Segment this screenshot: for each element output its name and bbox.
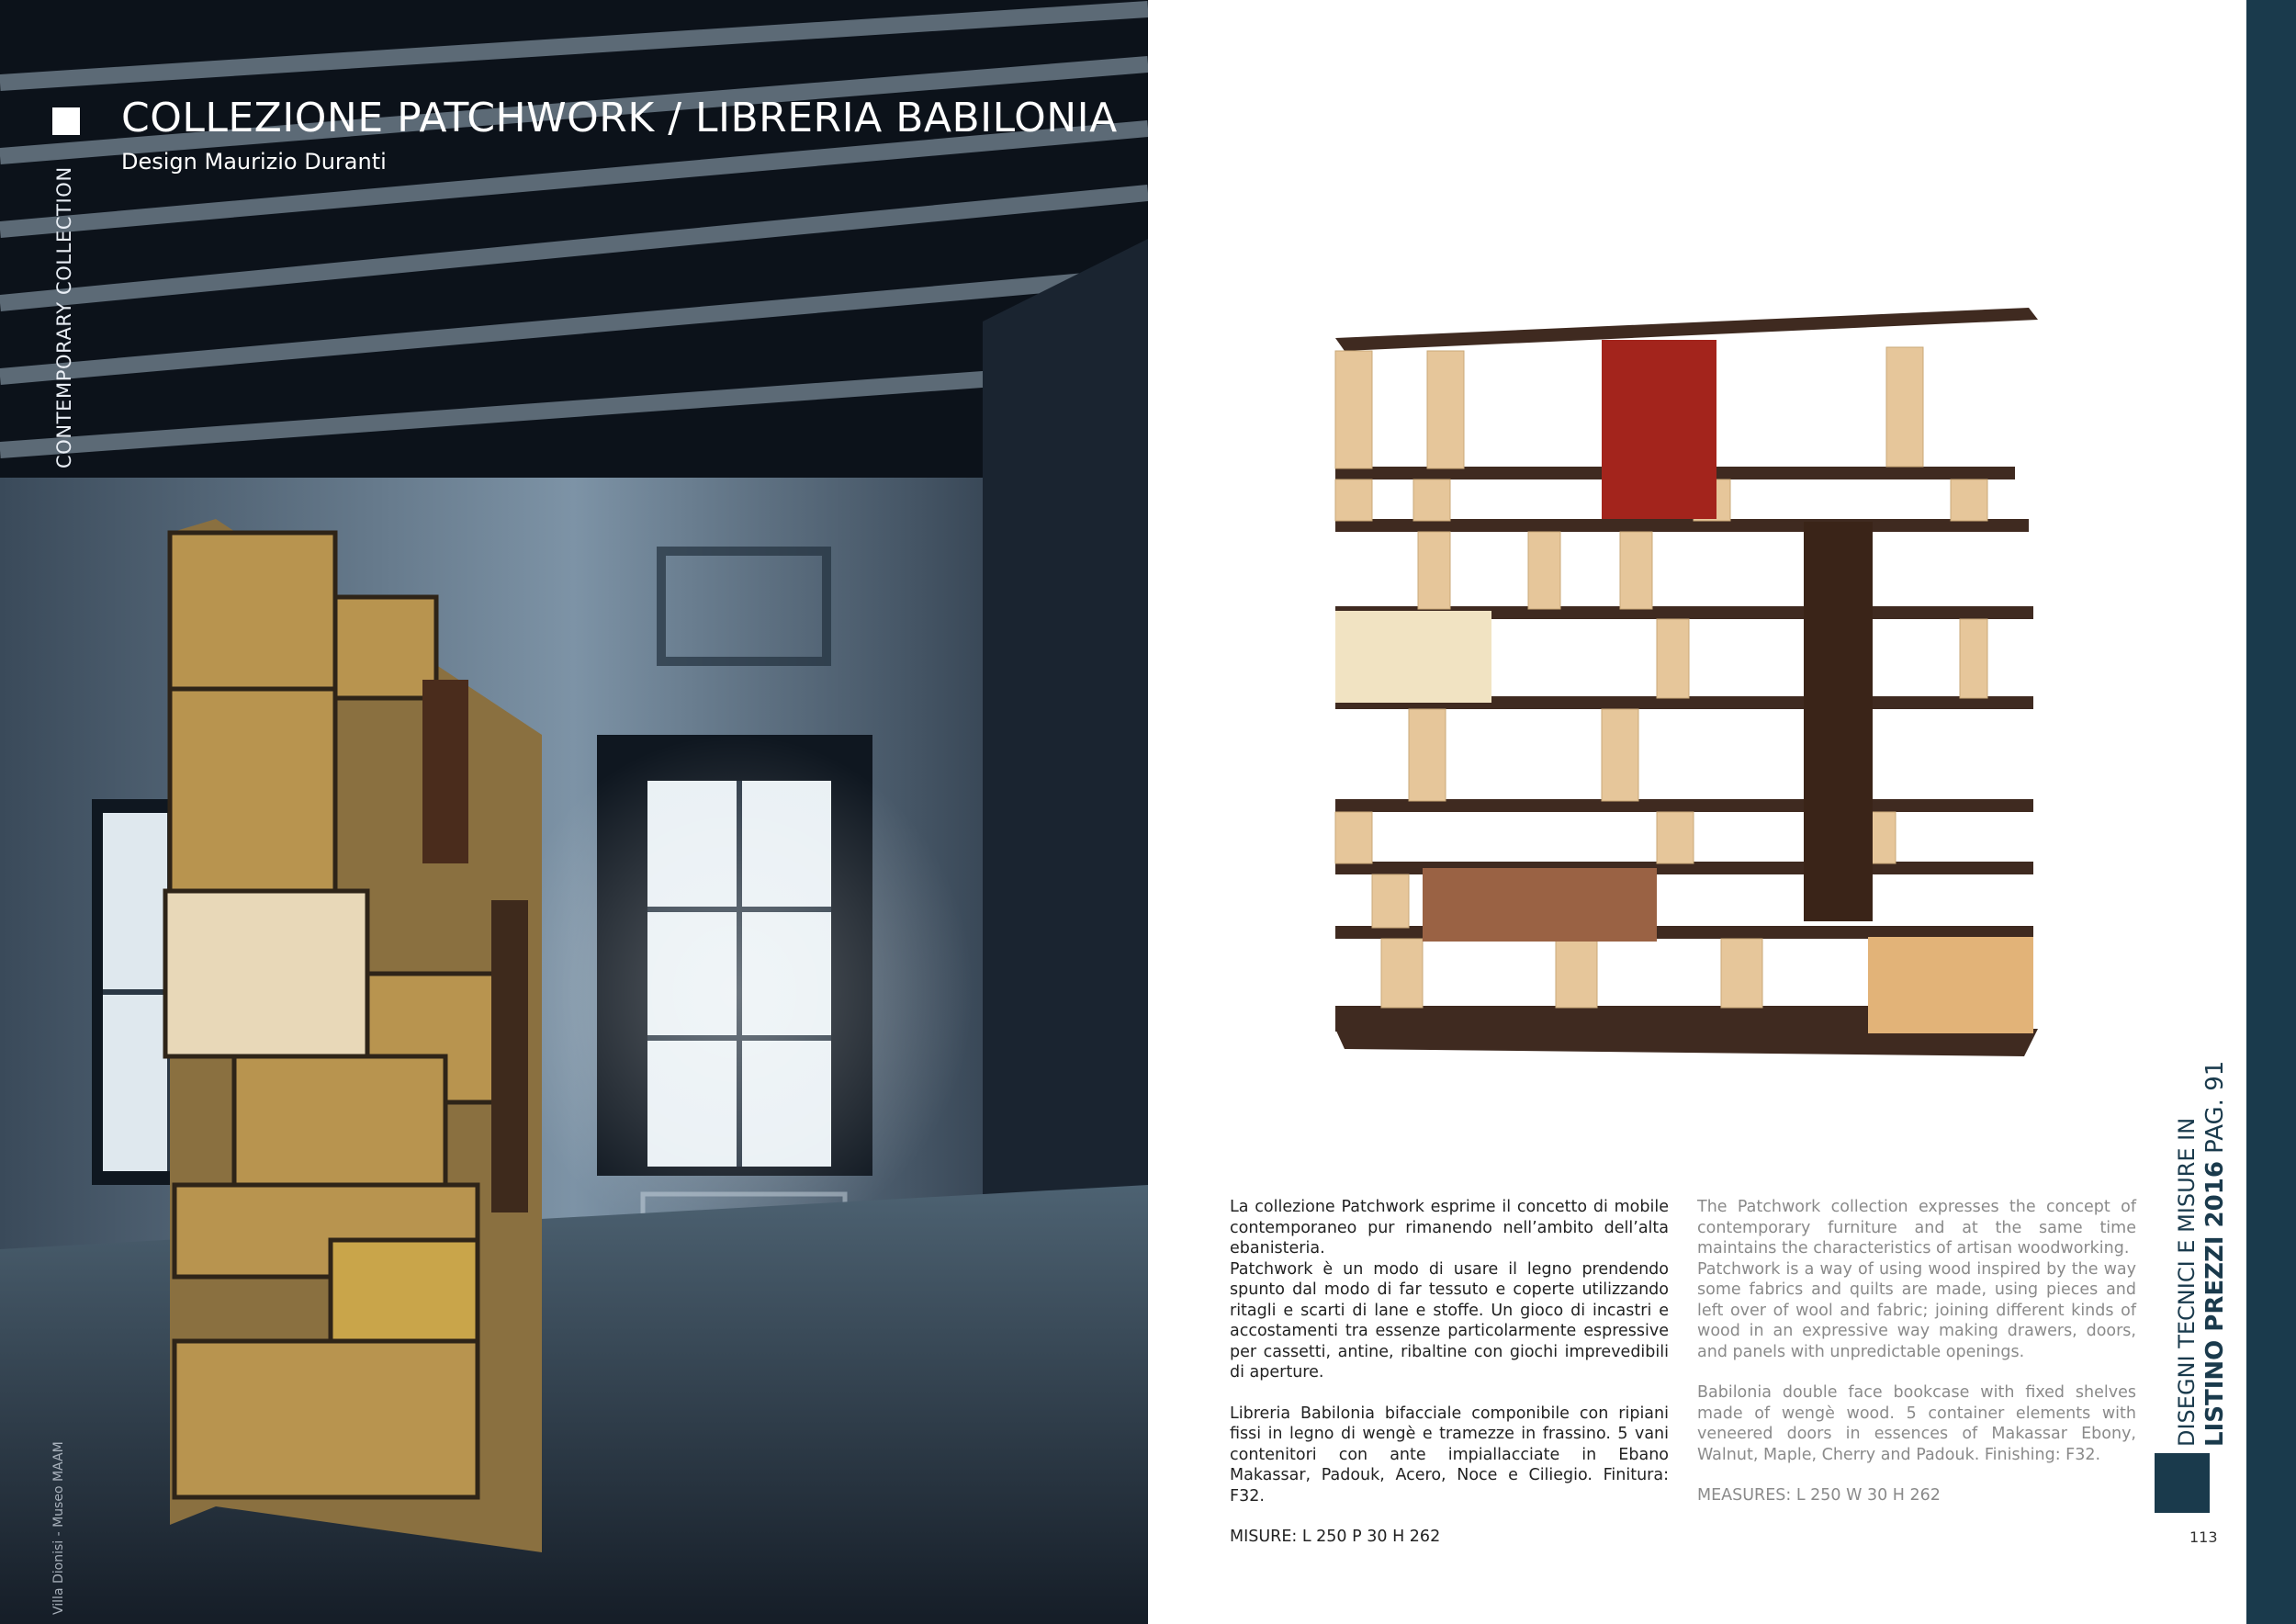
en-measures: MEASURES: L 250 W 30 H 262: [1697, 1486, 1941, 1505]
italian-description: [1230, 1197, 1669, 1548]
side-accent-bar: [2246, 0, 2296, 1624]
index-color-block: [2155, 1453, 2210, 1513]
collection-label: CONTEMPORARY COLLECTION: [53, 166, 75, 468]
cherry-door: [1868, 937, 2033, 1033]
page-number: 113: [2189, 1528, 2218, 1546]
index-page-ref: PAG. 91: [2201, 1060, 2229, 1162]
padouk-door: [1602, 340, 1716, 519]
bookcase-illustration: [1326, 294, 2043, 1102]
photo-credit: Villa Dionisi - Museo MAAM: [51, 1441, 66, 1615]
it-paragraph-2: Patchwork è un modo di usare il legno prendendo spunto dal modo di far tessuto e coperte utilizzando ritagli e scarti di lane e stoffe. Un gioco di incastri e accostamenti tra essenze particolarmente espressive per cassetti, antine, ribaltine con giochi imprevedibili di aperture.: [1230, 1259, 1669, 1382]
walnut-door: [1423, 868, 1657, 942]
maple-door: [1335, 611, 1491, 703]
right-page: [1148, 0, 2296, 1624]
title-square-marker: [52, 107, 80, 135]
en-paragraph-2: Patchwork is a way of using wood inspired by the way some fabrics and quilts are made, using pieces and left over of wool and fabric; joining different kinds of wood in an expressive way making drawers, doors, and panels with unpredictable openings.: [1697, 1259, 2136, 1361]
makassar-door: [1804, 522, 1873, 921]
it-paragraph-1: La collezione Patchwork esprime il concetto di mobile contemporaneo pur rimanendo nell’ambito dell’alta ebanisteria.: [1230, 1198, 1669, 1257]
english-description: [1697, 1197, 2136, 1506]
en-paragraph-1: The Patchwork collection expresses the concept of contemporary furniture and at the same time maintains the characteristics of artisan woodworking.: [1697, 1198, 2136, 1257]
it-measures: MISURE: L 250 P 30 H 262: [1230, 1528, 1441, 1546]
designer-credit: Design Maurizio Duranti: [121, 149, 387, 175]
index-line-1: DISEGNI TECNICI E MISURE IN: [2174, 1117, 2200, 1447]
it-paragraph-3: Libreria Babilonia bifacciale componibile con ripiani fissi in legno di wengè e tramezze in frassino. 5 vani contenitori con ante impiallacciate in Ebano Makassar, Padouk, Acero, Noce e Ciliegio. Finitura: F32.: [1230, 1404, 1669, 1506]
en-paragraph-3: Babilonia double face bookcase with fixed shelves made of wengè wood. 5 container elements with veneered doors in essences of Makassar Ebony, Walnut, Maple, Cherry and Padouk. Finishing: F32.: [1697, 1383, 2136, 1464]
index-price-list: LISTINO PREZZI 2016: [2201, 1161, 2229, 1447]
price-list-reference: [2173, 1061, 2230, 1447]
index-line-2: [2200, 1061, 2230, 1447]
page-title: COLLEZIONE PATCHWORK / LIBRERIA BABILONIA: [121, 95, 1118, 141]
